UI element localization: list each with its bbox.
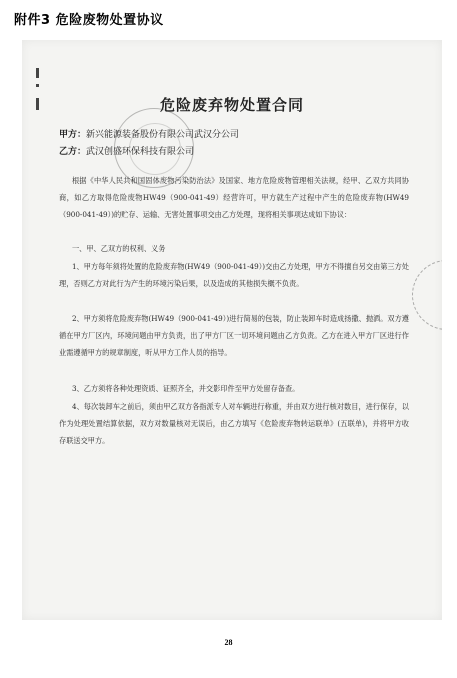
clause-1: 1、甲方每年须将处置的危险废弃物(HW49（900-041-49）)交由乙方处理，甲方不得擅自另交由第三方处理，否则乙方对此行为产生的环境污染后果，以及造成的其他损失概不负责。 bbox=[59, 262, 409, 288]
company-seal-margin bbox=[412, 260, 442, 330]
contract-title: 危险废弃物处置合同 bbox=[159, 96, 304, 114]
party-a-name: 新兴能源装备股份有限公司武汉分公司 bbox=[86, 130, 240, 140]
page-number: 28 bbox=[224, 638, 233, 647]
clause-4: 4、每次装卸车之前后，须由甲乙双方各指派专人对车辆进行称重，并由双方进行核对数目，进行保存，以作为处理处置结算依据，双方对数量核对无误后，由乙方填写《危险废弃物转运联单》(五联单)，并将甲方收存联送交甲方。 bbox=[59, 402, 409, 445]
party-b-label: 乙方： bbox=[59, 147, 87, 157]
party-b-name: 武汉创盛环保科技有限公司 bbox=[86, 147, 195, 157]
section-heading-rights: 一、甲、乙双方的权利、义务 bbox=[71, 244, 166, 253]
page-header-title: 附件3 危险废物处置协议 bbox=[14, 13, 164, 28]
party-a-label: 甲方： bbox=[59, 130, 87, 140]
clause-3: 3、乙方须将各种处理资质、证照齐全，并交影印件至甲方处留存备查。 bbox=[71, 384, 300, 393]
clause-2: 2、甲方须将危险废弃物(HW49（900-041-49）)进行简易的包装，防止装卸车时造成扬撒、抛洒。双方遵循在甲方厂区内，环境问题由甲方负责，出了甲方厂区一切环境问题由乙方负责。乙方在进入甲方厂区进行作业需遵循甲方的规章制度，听从甲方工作人员的指导。 bbox=[59, 314, 409, 357]
scanned-contract-page bbox=[22, 40, 442, 620]
party-a-line bbox=[59, 127, 239, 140]
party-b-line bbox=[59, 144, 194, 157]
contract-preamble: 根据《中华人民共和国固体废物污染防治法》及国家、地方危险废物管理相关法规，经甲、乙双方共同协商，如乙方取得危险废物HW49（900-041-49）经营许可，甲方就生产过程中产生的危险废弃物(HW49（900-041-49）)的贮存、运输、无害处置事项交由乙方处理，现将相关事项达成如下协议： bbox=[59, 176, 409, 219]
